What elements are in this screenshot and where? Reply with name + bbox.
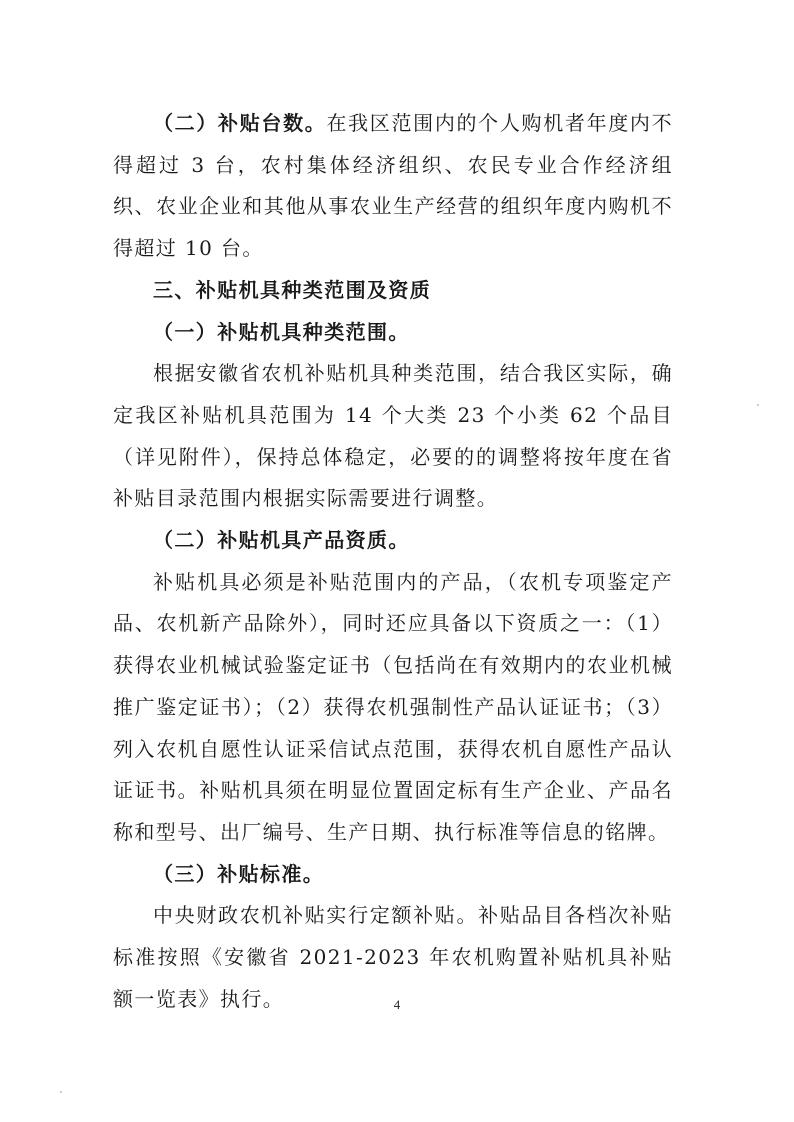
section-heading: 三、补贴机具种类范围及资质 [153, 277, 432, 302]
subsection-heading: （三）补贴标准。 [153, 861, 325, 886]
scan-speck [757, 404, 759, 406]
subsection-heading: （一）补贴机具种类范围。 [153, 319, 410, 344]
paragraph-text: 中央财政农机补贴实行定额补贴。补贴品目各档次补贴标准按照《安徽省 2021-2023 年农机购置补贴机具补贴额一览表》执行。 [113, 903, 673, 1011]
subsection-heading: （二）补贴机具产品资质。 [153, 528, 410, 553]
document-body [113, 103, 673, 1020]
paragraph-lead: （二）补贴台数。 [153, 111, 327, 135]
page-number: 4 [393, 997, 401, 1012]
paragraph-subsidy-quantity [113, 103, 673, 270]
paragraph-text: 在我区范围内的个人购机者年度内不得超过 3 台，农村集体经济组织、农民专业合作经济组织、农业企业和其他从事农业生产经营的组织年度内购机不得超过 10 台。 [113, 111, 674, 261]
paragraph-scope [113, 353, 673, 520]
paragraph-text: 补贴机具必须是补贴范围内的产品，（农机专项鉴定产品、农机新产品除外），同时还应具备以下资质之一：（1）获得农业机械试验鉴定证书（包括尚在有效期内的农业机械推广鉴定证书）；（2）获得农机强制性产品认证证书；（3）列入农机自愿性认证采信试点范围，获得农机自愿性产品认证证书。补贴机具须在明显位置固定标有生产企业、产品名称和型号、出厂编号、生产日期、执行标准等信息的铭牌。 [113, 569, 673, 844]
paragraph-qualification [113, 562, 673, 854]
paragraph-text: 根据安徽省农机补贴机具种类范围，结合我区实际，确定我区补贴机具范围为 14 个大类 23 个小类 62 个品目（详见附件），保持总体稳定，必要的的调整将按年度在省补贴目录范围内根据实际需要进行调整。 [113, 361, 673, 511]
scan-speck [60, 1091, 62, 1093]
